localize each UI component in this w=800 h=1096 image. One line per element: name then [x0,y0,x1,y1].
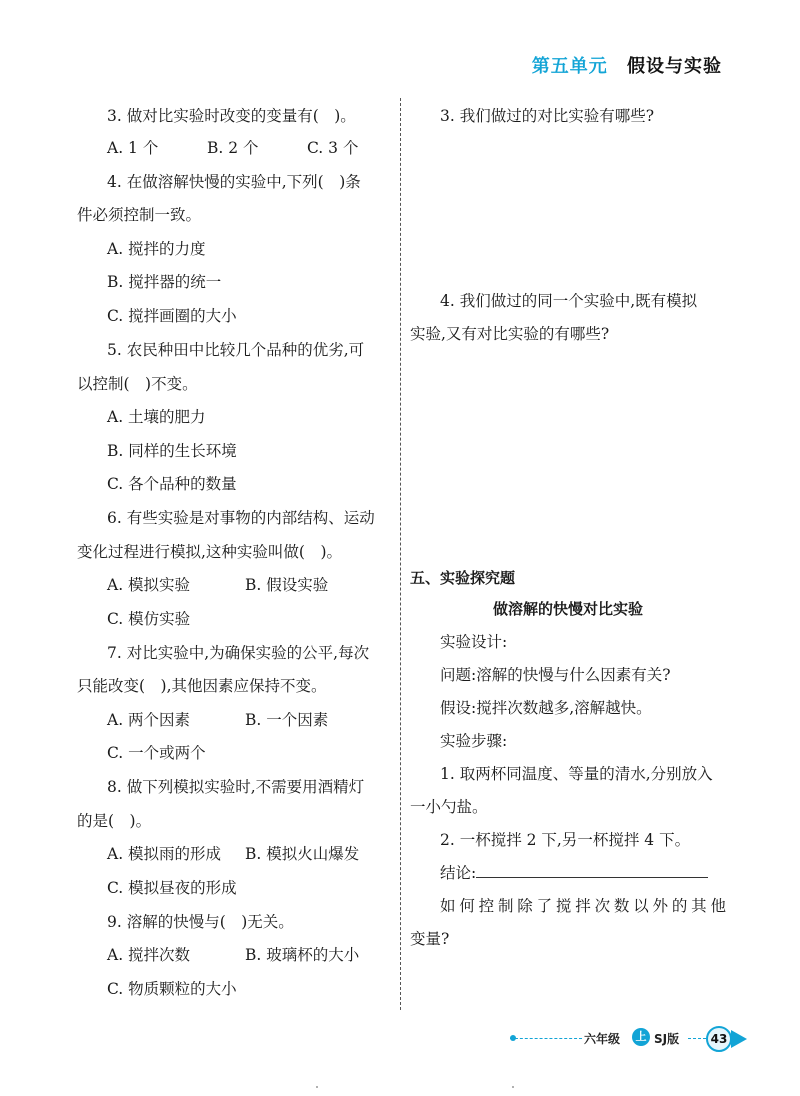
q9-stem: 9. 溶解的快慢与( )无关。 [107,913,294,931]
ask-line-1-text: 如何控制除了搅拌次数以外的其他 [440,897,726,915]
ask-line-2: 变量? [410,930,450,948]
q5-option-c: C. 各个品种的数量 [107,475,237,493]
q6-option-c: C. 模仿实验 [107,610,191,628]
conclusion-answer-blank[interactable] [476,864,708,878]
step-1-line-1: 1. 取两杯同温度、等量的清水,分别放入 [440,765,713,783]
page-number: 43 [706,1026,732,1052]
right-q4-line-2: 实验,又有对比实验的有哪些? [410,325,610,343]
footer-dashes [510,1038,582,1039]
volume-badge: 上 [632,1028,650,1046]
experiment-hypothesis: 假设:搅拌次数越多,溶解越快。 [440,699,652,717]
q4-option-b: B. 搅拌器的统一 [107,273,222,291]
step-2: 2. 一杯搅拌 2 下,另一杯搅拌 4 下。 [440,831,691,849]
q3-option-b: B. 2 个 [207,139,259,157]
section-title: 五、实验探究题 [410,569,516,587]
page-footer [510,1026,750,1052]
experiment-title: 做溶解的快慢对比实验 [492,600,643,618]
page-header [532,52,722,78]
scan-speck [512,1086,514,1088]
q5-stem-2: 以控制( )不变。 [77,375,198,393]
ask-line-1 [440,894,726,916]
conclusion-row [440,861,708,883]
column-divider [400,98,401,1010]
q8-option-a: A. 模拟雨的形成 [107,845,222,863]
q7-option-c: C. 一个或两个 [107,744,206,762]
q6-option-b: B. 假设实验 [245,576,329,594]
unit-title: 第五单元 [531,56,608,77]
q5-option-b: B. 同样的生长环境 [107,442,237,460]
q4-stem-1: 4. 在做溶解快慢的实验中,下列( )条 [107,173,361,191]
q7-option-a: A. 两个因素 [107,711,191,729]
q9-option-a: A. 搅拌次数 [107,946,191,964]
footer-dashes-2 [688,1038,706,1039]
q9-option-b: B. 玻璃杯的大小 [245,946,360,964]
arrow-right-icon [731,1030,747,1048]
q3-option-a: A. 1 个 [107,139,159,157]
q9-option-c: C. 物质颗粒的大小 [107,980,237,998]
q7-stem-2: 只能改变( ),其他因素应保持不变。 [77,677,327,695]
step-1-line-2: 一小勺盐。 [410,798,488,816]
conclusion-label: 结论: [440,864,477,882]
q6-stem-2: 变化过程进行模拟,这种实验叫做( )。 [77,543,343,561]
q8-stem-2: 的是( )。 [77,812,152,830]
experiment-steps-label: 实验步骤: [440,732,508,750]
q5-option-a: A. 土壤的肥力 [107,408,206,426]
right-q4-line-1: 4. 我们做过的同一个实验中,既有模拟 [440,292,698,310]
right-q3: 3. 我们做过的对比实验有哪些? [440,107,655,125]
q4-option-a: A. 搅拌的力度 [107,240,206,258]
q3-stem: 3. 做对比实验时改变的变量有( )。 [107,107,356,125]
q7-option-b: B. 一个因素 [245,711,329,729]
q4-option-c: C. 搅拌画圈的大小 [107,307,237,325]
edition-label: SJ版 [654,1032,680,1046]
q8-option-b: B. 模拟火山爆发 [245,845,360,863]
experiment-question: 问题:溶解的快慢与什么因素有关? [440,666,671,684]
q8-stem-1: 8. 做下列模拟实验时,不需要用酒精灯 [107,778,365,796]
q5-stem-1: 5. 农民种田中比较几个品种的优劣,可 [107,341,365,359]
q7-stem-1: 7. 对比实验中,为确保实验的公平,每次 [107,644,370,662]
experiment-design-label: 实验设计: [440,633,508,651]
topic-title: 假设与实验 [627,56,722,77]
scan-speck [316,1086,318,1088]
q6-stem-1: 6. 有些实验是对事物的内部结构、运动 [107,509,375,527]
q6-option-a: A. 模拟实验 [107,576,191,594]
q8-option-c: C. 模拟昼夜的形成 [107,879,237,897]
q3-option-c: C. 3 个 [307,139,359,157]
q4-stem-2: 件必须控制一致。 [77,206,202,224]
grade-label: 六年级 [584,1032,621,1046]
